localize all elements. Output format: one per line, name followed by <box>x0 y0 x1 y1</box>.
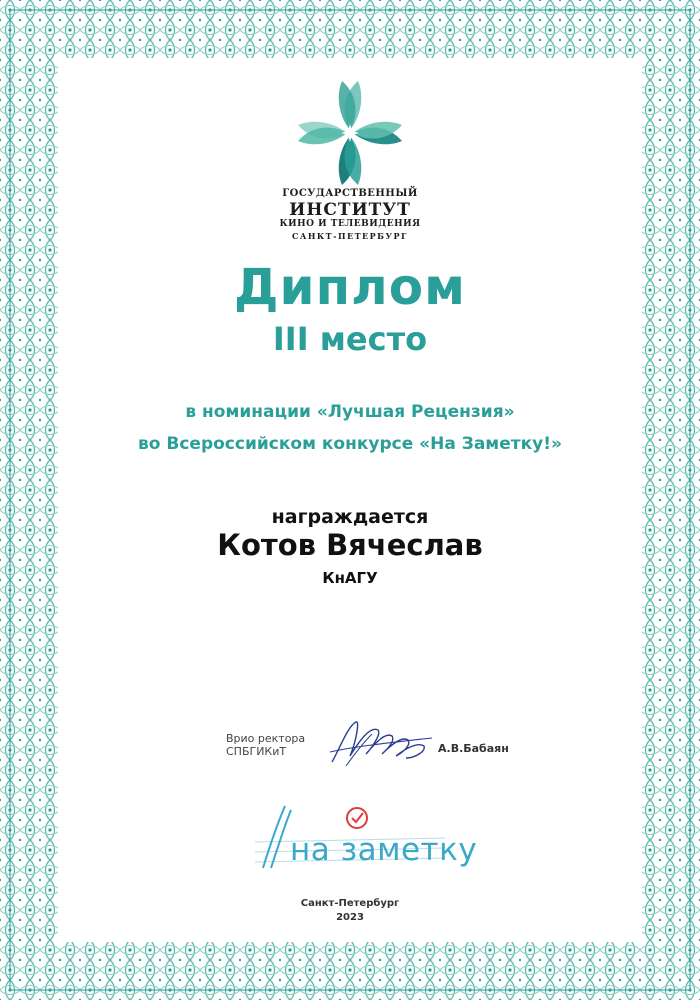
nomination-line-2: во Всероссийском конкурсе «На Заметку!» <box>138 434 562 454</box>
institute-line-1: ГОСУДАРСТВЕННЫЙ <box>282 188 418 199</box>
footer-year: 2023 <box>336 912 364 923</box>
brand-text: на заметку <box>290 832 478 868</box>
signer-role-line-2: СПБГИКиТ <box>226 745 287 758</box>
signer-role-line-1: Врио ректора <box>226 732 306 745</box>
signer-role <box>226 732 305 758</box>
handwritten-signature <box>326 712 436 770</box>
diploma-title: Диплом <box>234 258 466 316</box>
signer-name: А.В.Бабаян <box>438 742 509 755</box>
checkmark-circle-icon <box>347 808 367 828</box>
awarded-label: награждается <box>271 506 429 528</box>
institute-line-2: ИНСТИТУТ <box>289 200 411 220</box>
recipient-organization: КнАГУ <box>322 569 378 587</box>
institute-line-3: КИНО И ТЕЛЕВИДЕНИЯ <box>279 219 421 229</box>
nomination-line-1: в номинации «Лучшая Рецензия» <box>185 402 515 422</box>
star-flower-logo-icon <box>297 80 403 186</box>
diploma-place: III место <box>272 320 428 358</box>
footer-city: Санкт-Петербург <box>300 898 400 909</box>
recipient-name: Котов Вячеслав <box>217 528 483 562</box>
institute-line-4: САНКТ-ПЕТЕРБУРГ <box>291 231 409 241</box>
